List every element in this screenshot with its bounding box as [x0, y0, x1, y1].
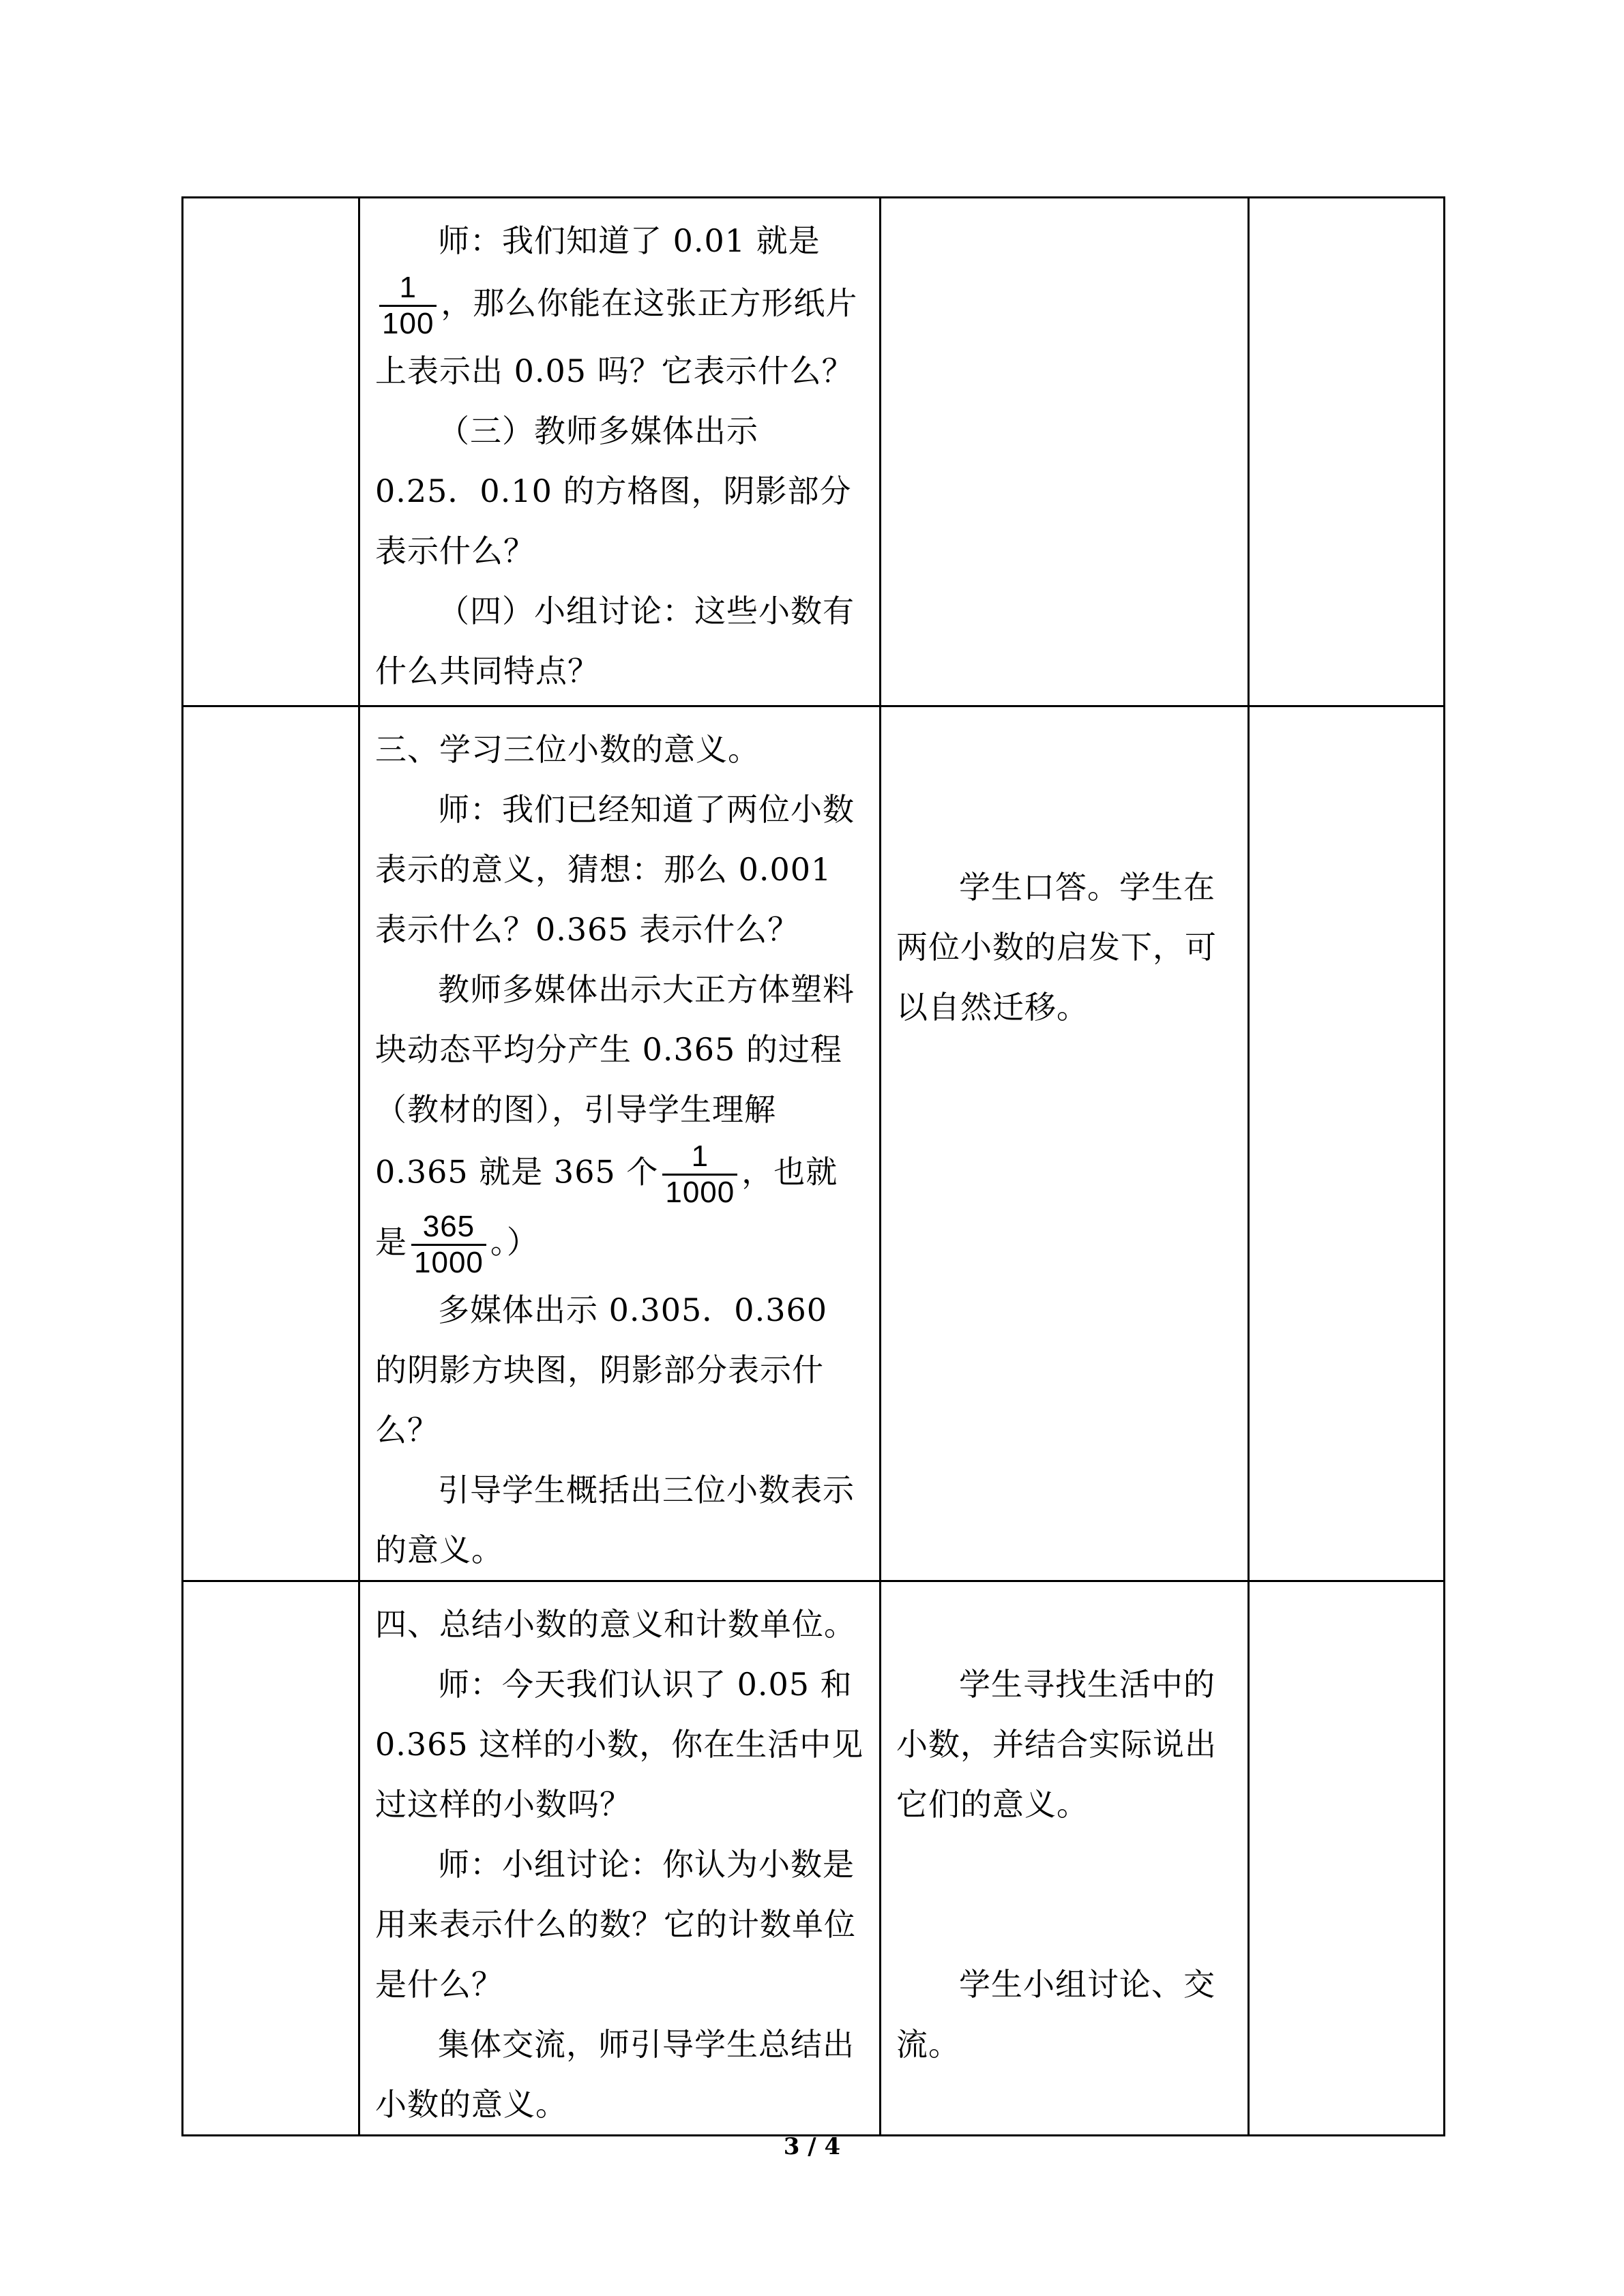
section-heading: 三、学习三位小数的意义。 [375, 731, 760, 768]
notes-cell [1249, 1581, 1445, 2136]
student-activity-cell [881, 706, 1249, 1581]
paragraph: （四）小组讨论：这些小数有什么共同特点？ [375, 593, 855, 689]
student-response: 学生小组讨论、交流。 [896, 1966, 1215, 2063]
paragraph: 引导学生概括出三位小数表示的意义。 [375, 1472, 855, 1568]
student-activity-cell [881, 198, 1249, 706]
page-number: 3 / 4 [783, 2133, 841, 2160]
teacher-activity-cell [359, 706, 881, 1581]
section-heading: 四、总结小数的意义和计数单位。 [375, 1606, 856, 1643]
fraction: $\frac{1}{100}$ [379, 271, 437, 341]
paragraph: 教师多媒体出示大正方体塑料块动态平均分产生 0.365 的过程（教材的图），引导学生理解 0.365 就是 365 个 $\frac{1}{1000}$ ，也就是 $\frac{365}{1000}$ 。） [375, 971, 855, 1279]
paragraph: 集体交流，师引导学生总结出小数的意义。 [375, 2026, 855, 2123]
table-row [183, 706, 1445, 1581]
student-response: 学生口答。学生在两位小数的启发下，可以自然迁移。 [896, 869, 1217, 1026]
teacher-activity-cell [359, 1581, 881, 2136]
blank-cell [183, 706, 359, 1581]
notes-cell [1249, 198, 1445, 706]
table-row [183, 1581, 1445, 2136]
teacher-activity-cell [359, 198, 881, 706]
paragraph: 师：小组讨论：你认为小数是用来表示什么的数？它的计数单位是什么？ [375, 1846, 856, 2003]
student-response: 学生寻找生活中的小数，并结合实际说出它们的意义。 [896, 1666, 1217, 1823]
paragraph: 师：我们知道了 0.01 就是 $\frac{1}{100}$ ，那么你能在这张正方形纸片上表示出 0.05 吗？它表示什么？ [375, 222, 858, 389]
lesson-plan-table [181, 196, 1445, 2136]
paragraph: 多媒体出示 0.305．0.360 的阴影方块图，阴影部分表示什么？ [375, 1292, 827, 1448]
paragraph: 师：我们已经知道了两位小数表示的意义，猜想：那么 0.001 表示什么？0.365 表示什么？ [375, 791, 855, 948]
student-activity-cell [881, 1581, 1249, 2136]
paragraph: （三）教师多媒体出示 0.25．0.10 的方格图，阴影部分表示什么？ [375, 413, 852, 569]
blank-cell [183, 1581, 359, 2136]
notes-cell [1249, 706, 1445, 1581]
fraction: $\frac{365}{1000}$ [411, 1210, 486, 1280]
fraction: $\frac{1}{1000}$ [662, 1139, 737, 1210]
blank-cell [183, 198, 359, 706]
paragraph: 师：今天我们认识了 0.05 和 0.365 这样的小数，你在生活中见过这样的小数吗？ [375, 1666, 864, 1823]
table-row [183, 198, 1445, 706]
